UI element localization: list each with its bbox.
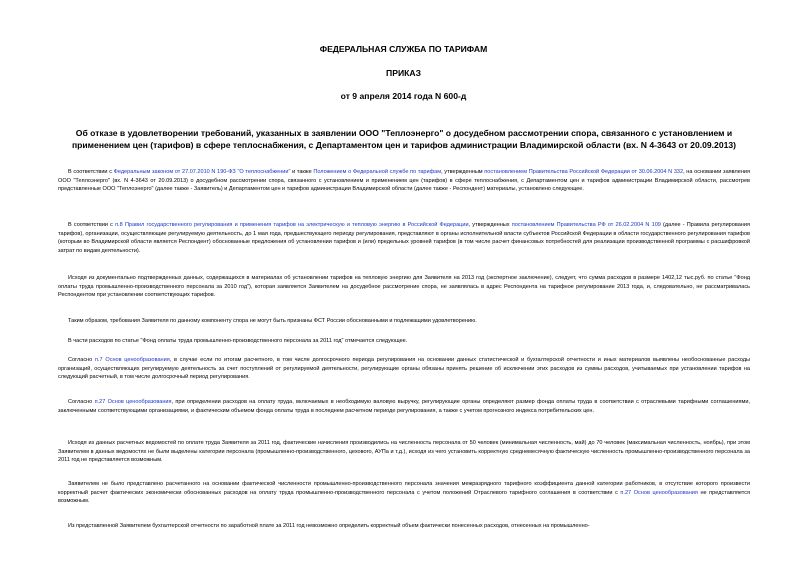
link-pricing-basics[interactable]: Основ ценообразования (107, 399, 172, 405)
link-pricing-basics[interactable]: Основ ценообразования (633, 489, 698, 496)
agency-name: ФЕДЕРАЛЬНАЯ СЛУЖБА ПО ТАРИФАМ (319, 44, 488, 54)
text: , утвержденных (468, 222, 512, 228)
link-clause-27[interactable]: п.27 (94, 399, 106, 405)
paragraph-1 (58, 168, 750, 194)
paragraph-2 (58, 221, 750, 256)
text: , при определении расходов на оплату труда, включаемых в необходимую валовую выручку, регулирующие органы определяют размер фонда оплаты труда в соответствии с отраслевыми тарифными соглашениями, заключенными соответствующими организациями, и фактическим объемом фонда оплаты труда в последнем расчетном периоде регулирования, а также с учетом прогнозного индекса потребительских цен. (58, 399, 750, 414)
link-tariff-rules[interactable]: Правил государственного регулирования и применения тарифов на электрическую и тепловую энергию в Российской Федерации (124, 222, 469, 228)
text: Заявителем не было представлено расчетанного на основании фактической численности промышленно-производственного персонала значения межразрядного тарифного коэффициента данной категории работников, в отсутствие которого произвести корректный расчет фактических экономически обоснованных расходов на оплату труда промышленно-производственного персонала с учетом положений Отраслевого тарифного соглашения в соответствии с (58, 481, 750, 496)
text: , утвержденным (441, 169, 485, 175)
document-type: ПРИКАЗ (386, 68, 421, 78)
document-title: Об отказе в удовлетворении требований, указанных в заявлении ООО "Теплоэнерго" о досудебном рассмотрении спора, связанного с установлением и применением цен (тарифов) в сфере теплоснабжения, с Департаментом цен и тарифов администрации Владимирской области (вх. N 4-3643 от 20.09.2013) (71, 128, 737, 150)
text: Согласно (68, 357, 95, 363)
text: , в случае если по итогам расчетного, в том числе долгосрочного периода регулирования на основании данных статистической и бухгалтерской отчетности и иных материалов выявлены необоснованные расходы организаций, осуществляющих регулируемую деятельность за счет поступлений от регулируемой деятельности, регулирующие органы обязаны принять решение об исключении этих расходов из суммы расходов, учитываемых при установлении тарифов на следующий расчетный, в том числе долгосрочный период регулирования. (58, 357, 750, 381)
link-fst-regulation[interactable]: Положением о Федеральной службе по тарифам (313, 169, 442, 175)
text: и также (290, 169, 314, 175)
link-clause-7[interactable]: п.7 (94, 357, 103, 363)
paragraph-5: В части расходов по статье "Фонд оплаты труда промышленно-производственного персонала за 2011 год" отмечается следующее. (68, 338, 408, 344)
link-government-resolution-109[interactable]: постановлением Правительства РФ от 26.02.2004 N 109 (511, 222, 661, 228)
text: Согласно (68, 399, 95, 405)
paragraph-10: Из представленной Заявителем бухгалтерской отчетности по заработной плате за 2011 год невозможно определить корректный объем фактически понесенных расходов, отнесенных на промышленно- (68, 523, 590, 529)
link-clause-8[interactable]: п.8 (115, 222, 123, 228)
paragraph-3: Исходя из документально подтвержденных данных, содержащихся в материалах об установлении тарифов на тепловую энергию для Заявителя на 2013 год (экспертное заключение), следует, что сумма расходов в размере 1402,12 тыс.руб. по статье "Фонд оплаты труда промышленно-производственного персонала за 2010 год"), которая заявляется Заявителем на досудебное рассмотрение спора, не заявлялась в адрес Респондента на тарифное регулирование 2013 года, и, следовательно, не рассматривалась Респондентом при установлении соответствующих тарифов. (58, 275, 750, 299)
paragraph-9 (58, 480, 750, 506)
text: (далее - Правила регулирования тарифов), организации, осуществляющие регулируемую деятельность, до 1 мая года, предшествующего периоду регулирования, представляют в органы исполнительной власти субъектов Российской Федерации в области государственного регулирования тарифов (которым во Владимирской области является Респондент) обоснованные предложения об установлении тарифов и (или) предельных уровней тарифов (в том числе расчет финансовых потребностей для реализации производственной программы с расшифровкой затрат по видам деятельности). (58, 222, 750, 255)
link-clause-27[interactable]: п.27 (620, 489, 632, 496)
text: В соответствии с (68, 169, 114, 175)
text: , на основании заявления ООО "Теплоэнерго" (вх. N 4-3643 от 20.09.2013) о досудебном рассмотрении спора, связанного с установлением и применением цен (тарифов) в сфере теплоснабжения, с Департаментом цен и тарифов администрации Владимирской области, рассмотрев представленные ООО "Теплоэнерго" (далее также - Заявитель) и Департаментом цен и тарифов администрации Владимирской области (далее также - Респондент) материалы, установлено следующее. (58, 169, 750, 193)
paragraph-8: Исходя из данных расчетных ведомостей по оплате труда Заявителя за 2011 год, фактические начисления производились на численность персонала от 50 человек (минимальная численность, май) до 70 человек (максимальная численность, ноябрь), при этом Заявителем в данных ведомостях не были выделены категории персонала (промышленно-производственного, цехового, АУПа и т.д.), исходя из чего установить корректную среднемесячную фактическую численность промышленно-производственного персонала за 2011 год не представляется возможным. (58, 440, 750, 464)
paragraph-4: Таким образом, требования Заявителя по данному компоненту спора не могут быть признаны ФСТ России обоснованными и подлежащими удовлетворению. (68, 318, 477, 324)
document-date: от 9 апреля 2014 года N 600-д (340, 91, 467, 101)
text: не представляется возможным. (58, 489, 750, 505)
text: В соответствии с (68, 222, 116, 228)
link-pricing-basics[interactable]: Основ ценообразования (105, 357, 170, 363)
paragraph-6 (58, 356, 750, 382)
link-government-resolution-332[interactable]: постановлением Правительства Российской Федерации от 30.06.2004 N 332 (484, 169, 684, 175)
link-federal-law[interactable]: Федеральным законом от 27.07.2010 N 190-ФЗ "О теплоснабжении" (113, 169, 291, 175)
paragraph-7 (58, 398, 750, 415)
